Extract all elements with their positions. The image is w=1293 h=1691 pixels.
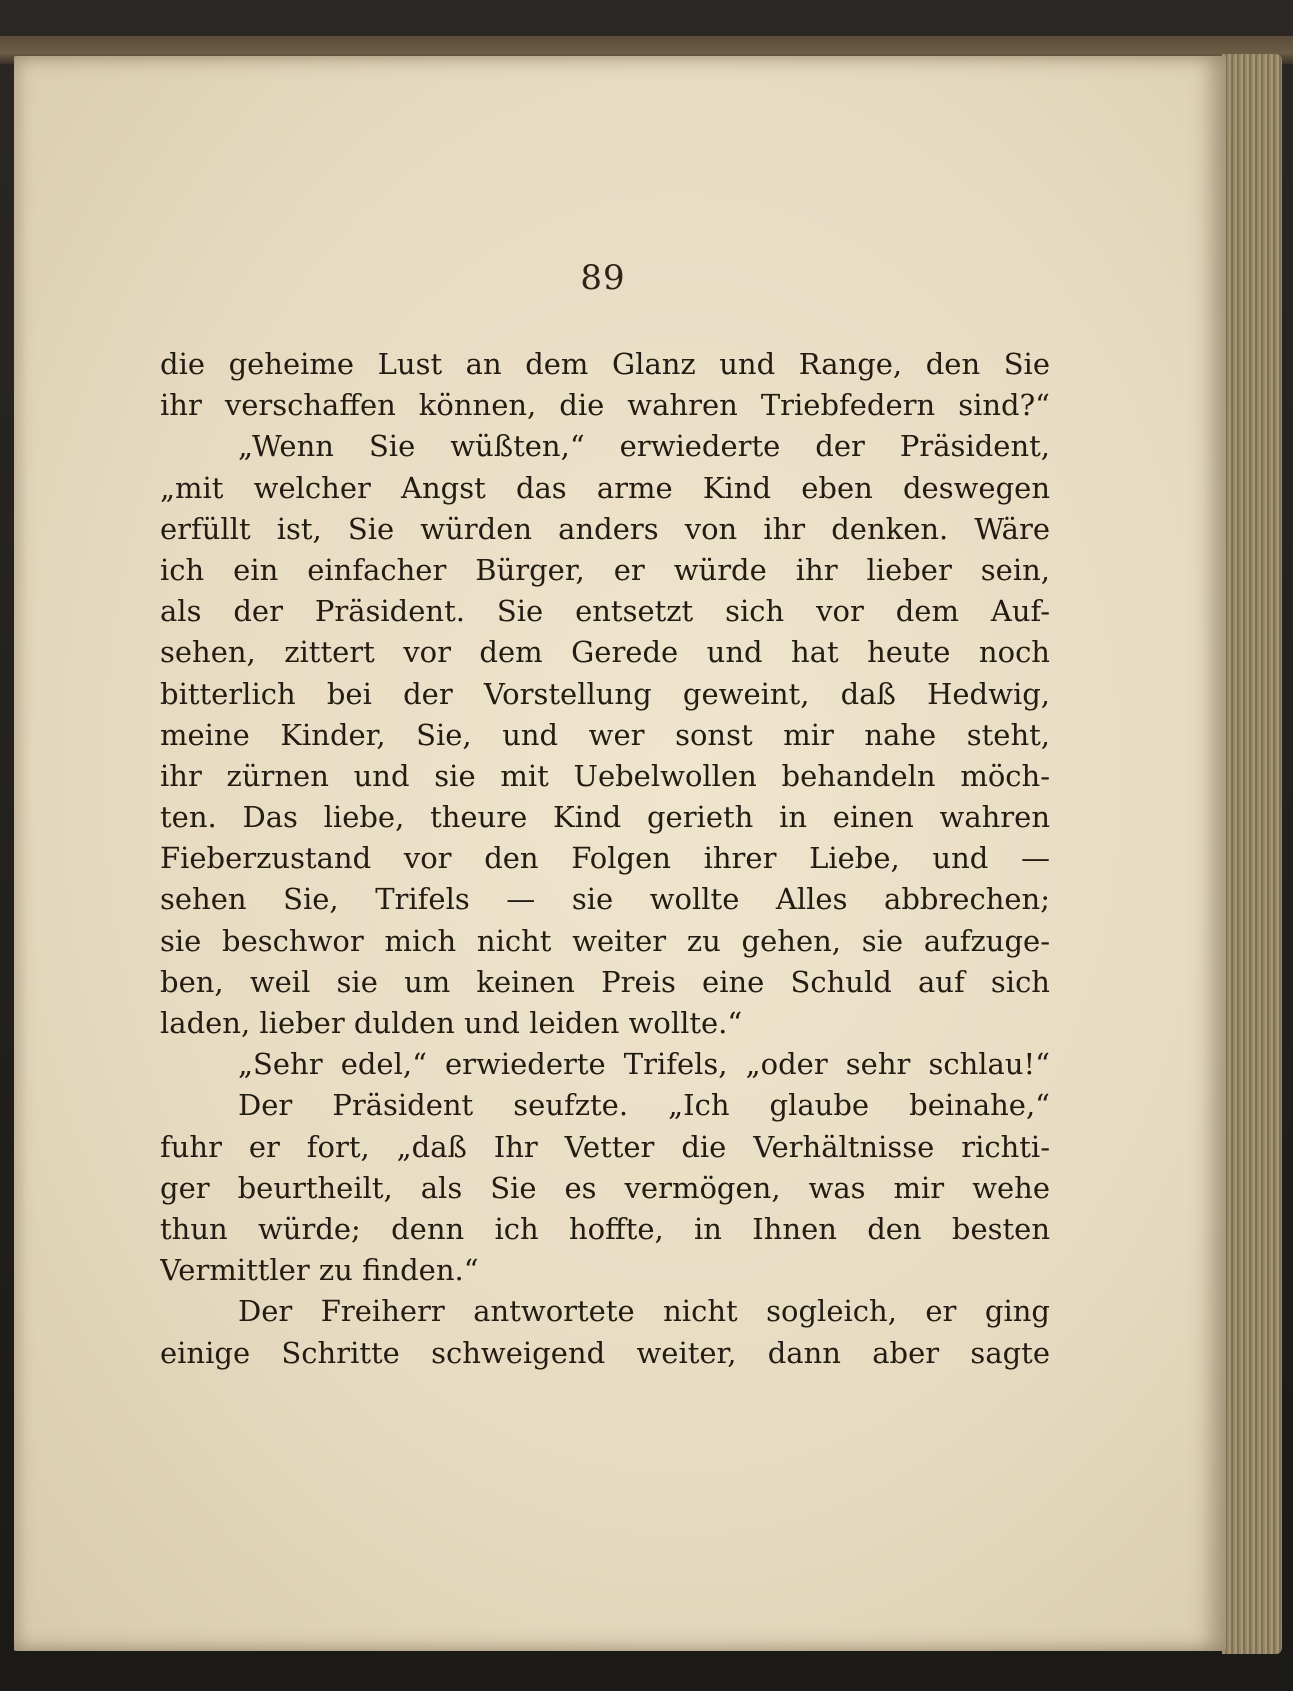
text-line: ihr verschaffen können, die wahren Triebfedern sind?“: [160, 388, 1050, 423]
text-line: als der Präsident. Sie entsetzt sich vor dem Auf-: [160, 594, 1050, 629]
text-line: ger beurtheilt, als Sie es vermögen, was mir wehe: [160, 1170, 1050, 1205]
text-line: ich ein einfacher Bürger, er würde ihr lieber sein,: [160, 552, 1050, 587]
text-line: Der Freiherr antwortete nicht sogleich, er ging: [238, 1294, 1050, 1329]
text-line: thun würde; denn ich hoffte, in Ihnen den besten: [160, 1211, 1050, 1246]
text-line: erfüllt ist, Sie würden anders von ihr denken. Wäre: [160, 511, 1050, 546]
page-number: 89: [580, 258, 626, 298]
text-line: bitterlich bei der Vorstellung geweint, daß Hedwig,: [160, 676, 1050, 711]
text-line: einige Schritte schweigend weiter, dann aber sagte: [160, 1335, 1050, 1370]
text-line: meine Kinder, Sie, und wer sonst mir nahe steht,: [160, 717, 1050, 752]
text-line: Der Präsident seufzte. „Ich glaube beinahe,“: [238, 1088, 1050, 1123]
text-line: sehen, zittert vor dem Gerede und hat heute noch: [160, 635, 1050, 670]
text-line: „mit welcher Angst das arme Kind eben deswegen: [160, 470, 1050, 505]
text-line: laden, lieber dulden und leiden wollte.“: [160, 1006, 743, 1040]
text-line: „Sehr edel,“ erwiederte Trifels, „oder sehr schlau!“: [238, 1047, 1050, 1082]
text-line: ten. Das liebe, theure Kind gerieth in einen wahren: [160, 800, 1050, 835]
text-line: die geheime Lust an dem Glanz und Range, den Sie: [160, 347, 1050, 381]
page-edges: [1222, 54, 1282, 1654]
text-line: ben, weil sie um keinen Preis eine Schuld auf sich: [160, 964, 1050, 999]
text-line: fuhr er fort, „daß Ihr Vetter die Verhältnisse richti-: [160, 1129, 1050, 1164]
body-text: [160, 344, 1050, 1374]
text-line: sie beschwor mich nicht weiter zu gehen, sie aufzuge-: [160, 923, 1050, 958]
text-line: sehen Sie, Trifels — sie wollte Alles abbrechen;: [160, 882, 1050, 917]
text-line: Vermittler zu finden.“: [160, 1253, 479, 1288]
text-line: ihr zürnen und sie mit Uebelwollen behandeln möch-: [160, 758, 1050, 793]
book-page: [14, 56, 1226, 1651]
text-line: Fieberzustand vor den Folgen ihrer Liebe, und —: [160, 841, 1050, 876]
text-line: „Wenn Sie wüßten,“ erwiederte der Präsident,: [238, 429, 1050, 464]
